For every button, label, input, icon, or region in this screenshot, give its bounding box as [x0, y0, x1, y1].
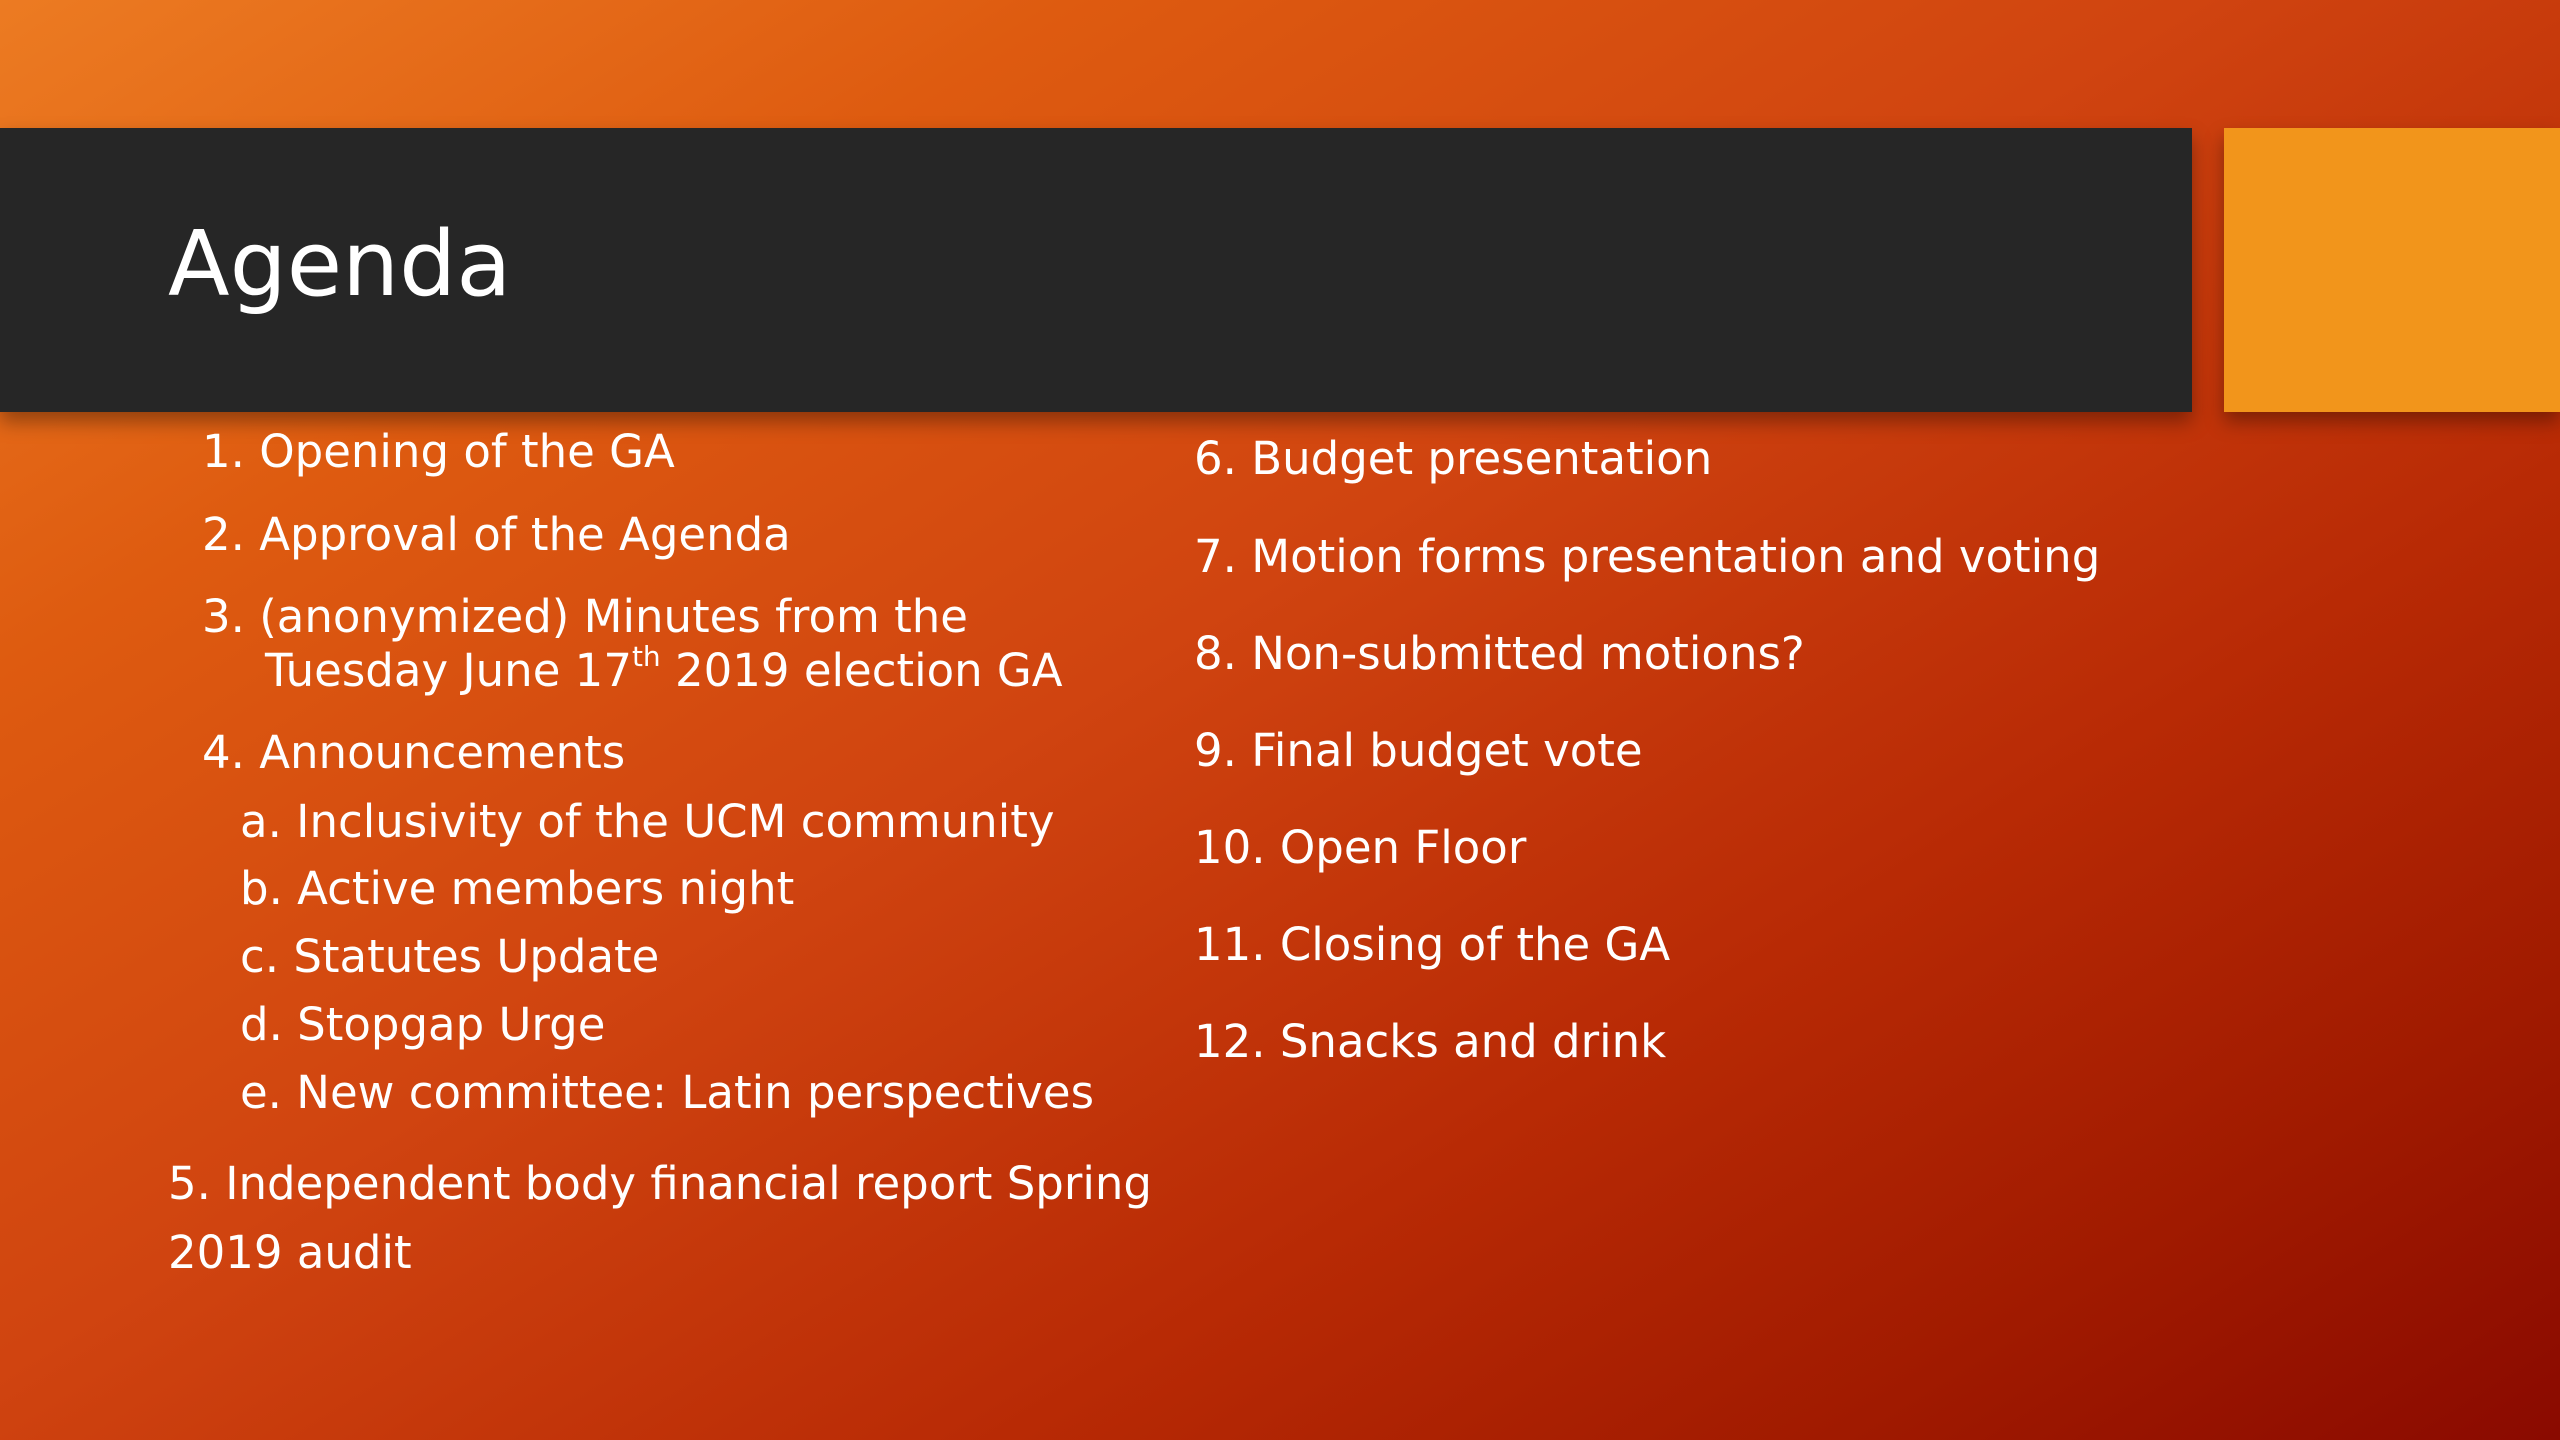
agenda-item-6: 6. Budget presentation: [1194, 432, 1713, 485]
agenda-item-4: 4. Announcements: [202, 726, 626, 779]
slide-title: Agenda: [168, 212, 512, 317]
agenda-item-5-line2: 2019 audit: [168, 1226, 412, 1279]
agenda-item-10: 10. Open Floor: [1194, 821, 1527, 874]
agenda-item-4c: c. Statutes Update: [240, 930, 660, 983]
agenda-item-3-rest: 2019 election GA: [660, 644, 1063, 697]
agenda-item-4e: e. New committee: Latin perspectives: [240, 1066, 1095, 1119]
agenda-item-8: 8. Non-submitted motions?: [1194, 627, 1805, 680]
agenda-item-2: 2. Approval of the Agenda: [202, 508, 791, 561]
agenda-item-3-date: Tuesday June 17: [265, 644, 632, 697]
agenda-item-4a: a. Inclusivity of the UCM community: [240, 795, 1055, 848]
agenda-item-5-line1: 5. Independent body financial report Spring: [168, 1157, 1152, 1210]
agenda-item-3-line2: [265, 640, 1063, 698]
agenda-item-3-ordinal: th: [631, 640, 661, 673]
agenda-item-7: 7. Motion forms presentation and voting: [1194, 530, 2101, 583]
agenda-item-3-line1: 3. (anonymized) Minutes from the: [202, 590, 968, 643]
accent-square: [2224, 128, 2560, 412]
agenda-item-12: 12. Snacks and drink: [1194, 1015, 1667, 1068]
agenda-item-9: 9. Final budget vote: [1194, 724, 1643, 777]
agenda-item-4b: b. Active members night: [240, 862, 795, 915]
agenda-item-11: 11. Closing of the GA: [1194, 918, 1671, 971]
agenda-item-1: 1. Opening of the GA: [202, 425, 675, 478]
agenda-item-4d: d. Stopgap Urge: [240, 998, 606, 1051]
